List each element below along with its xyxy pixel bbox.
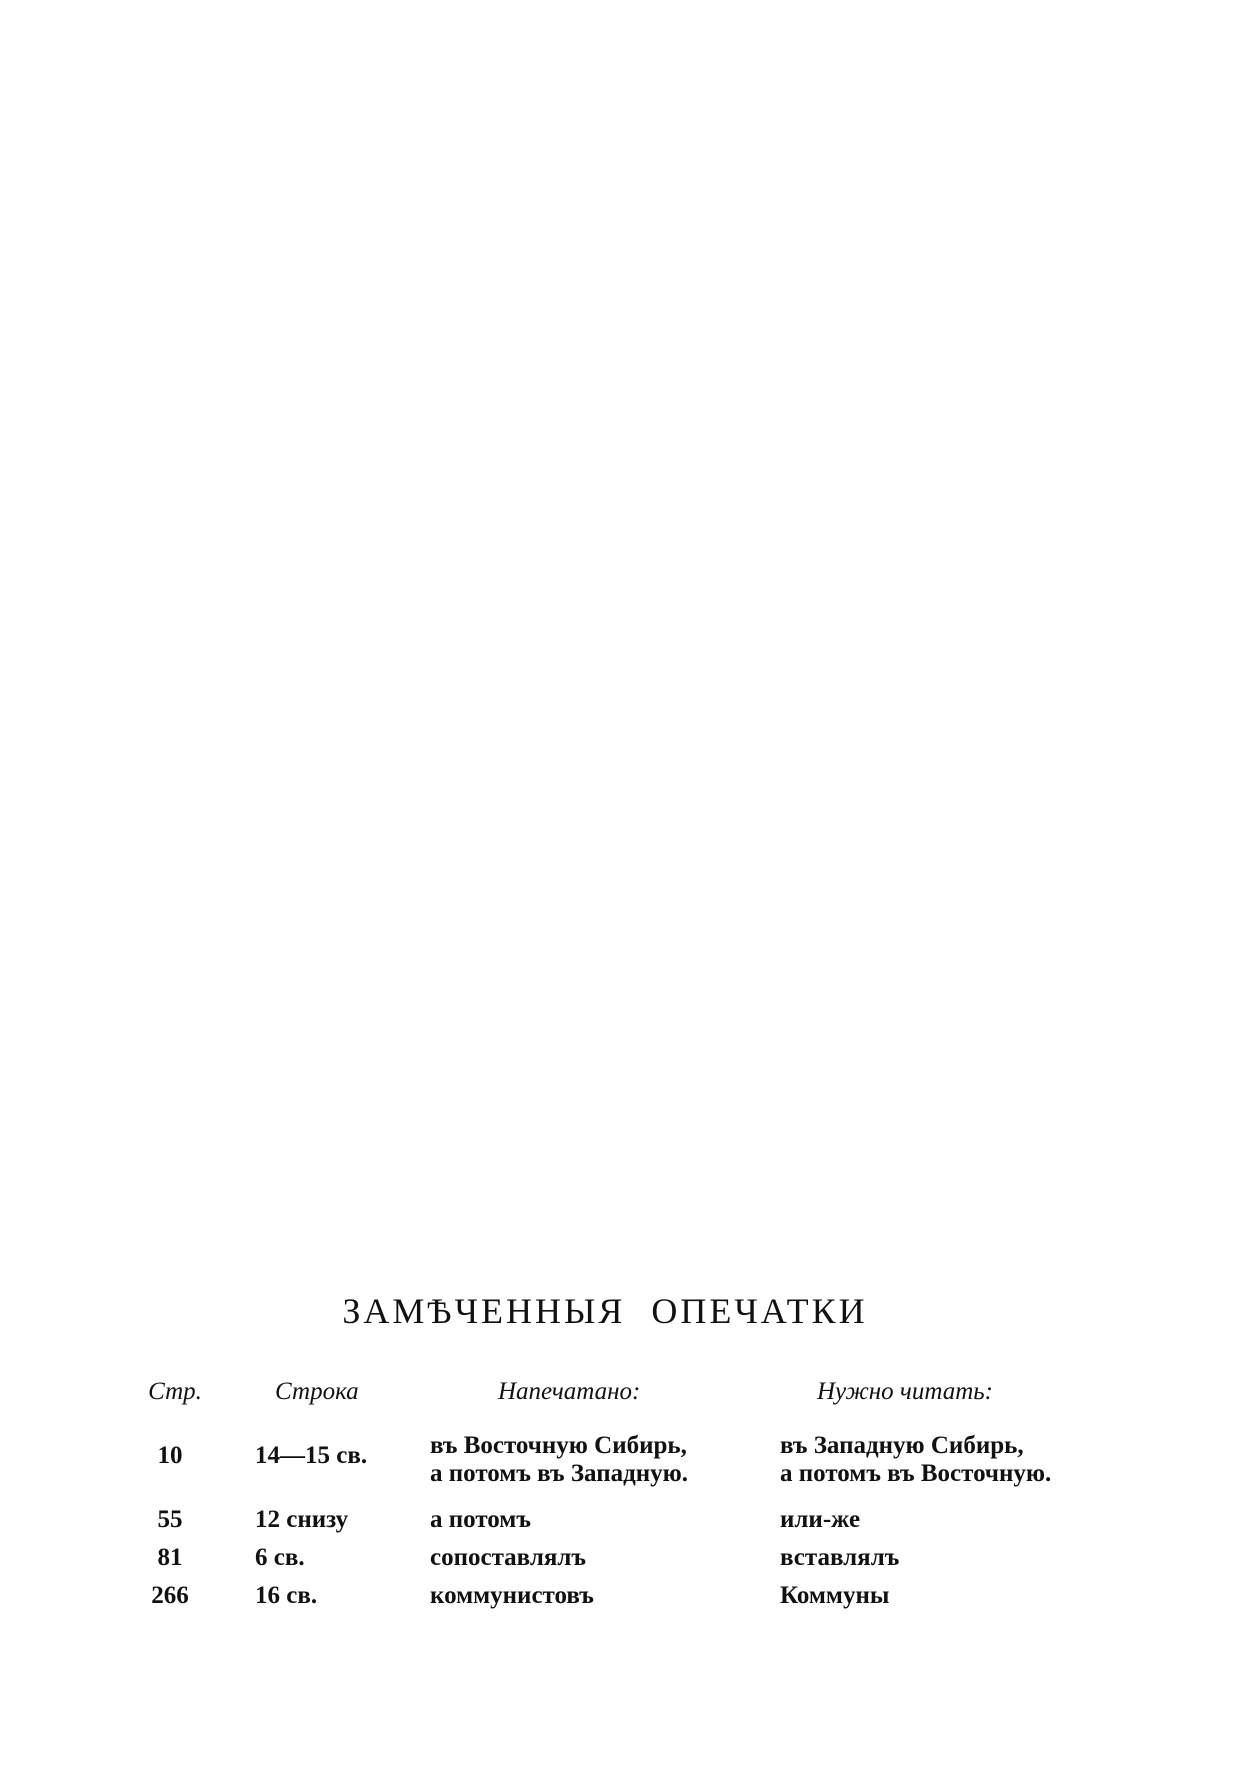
- row-line: 14—15 св.: [255, 1442, 368, 1469]
- row-page: 81: [157, 1544, 183, 1571]
- row-read-line: въ Западную Сибирь,: [780, 1432, 1024, 1459]
- row-printed: [430, 1432, 688, 1488]
- row-read: Коммуны: [780, 1582, 890, 1609]
- header-page: Стр.: [148, 1378, 202, 1405]
- row-printed-line: а потомъ въ Западную.: [430, 1460, 689, 1487]
- row-read: или-же: [780, 1506, 861, 1533]
- row-read: вставлялъ: [780, 1544, 900, 1571]
- row-page: 266: [151, 1582, 189, 1609]
- row-printed-line: въ Восточную Сибирь,: [430, 1432, 687, 1459]
- row-line: 6 св.: [255, 1544, 305, 1571]
- row-line: 12 снизу: [255, 1506, 349, 1533]
- row-read: [780, 1432, 1051, 1488]
- row-printed: коммунистовъ: [430, 1582, 594, 1609]
- header-line: Строка: [275, 1378, 359, 1405]
- row-printed: сопоставлялъ: [430, 1544, 587, 1571]
- header-read: Нужно читать:: [817, 1378, 993, 1405]
- row-line: 16 св.: [255, 1582, 318, 1609]
- page-title: ЗАМѢЧЕННЫЯ ОПЕЧАТКИ: [342, 1291, 868, 1331]
- header-printed: Напечатано:: [498, 1378, 641, 1405]
- row-printed: а потомъ: [430, 1506, 531, 1533]
- row-page: 10: [157, 1442, 183, 1469]
- row-page: 55: [157, 1506, 183, 1533]
- row-read-line: а потомъ въ Восточную.: [780, 1460, 1052, 1487]
